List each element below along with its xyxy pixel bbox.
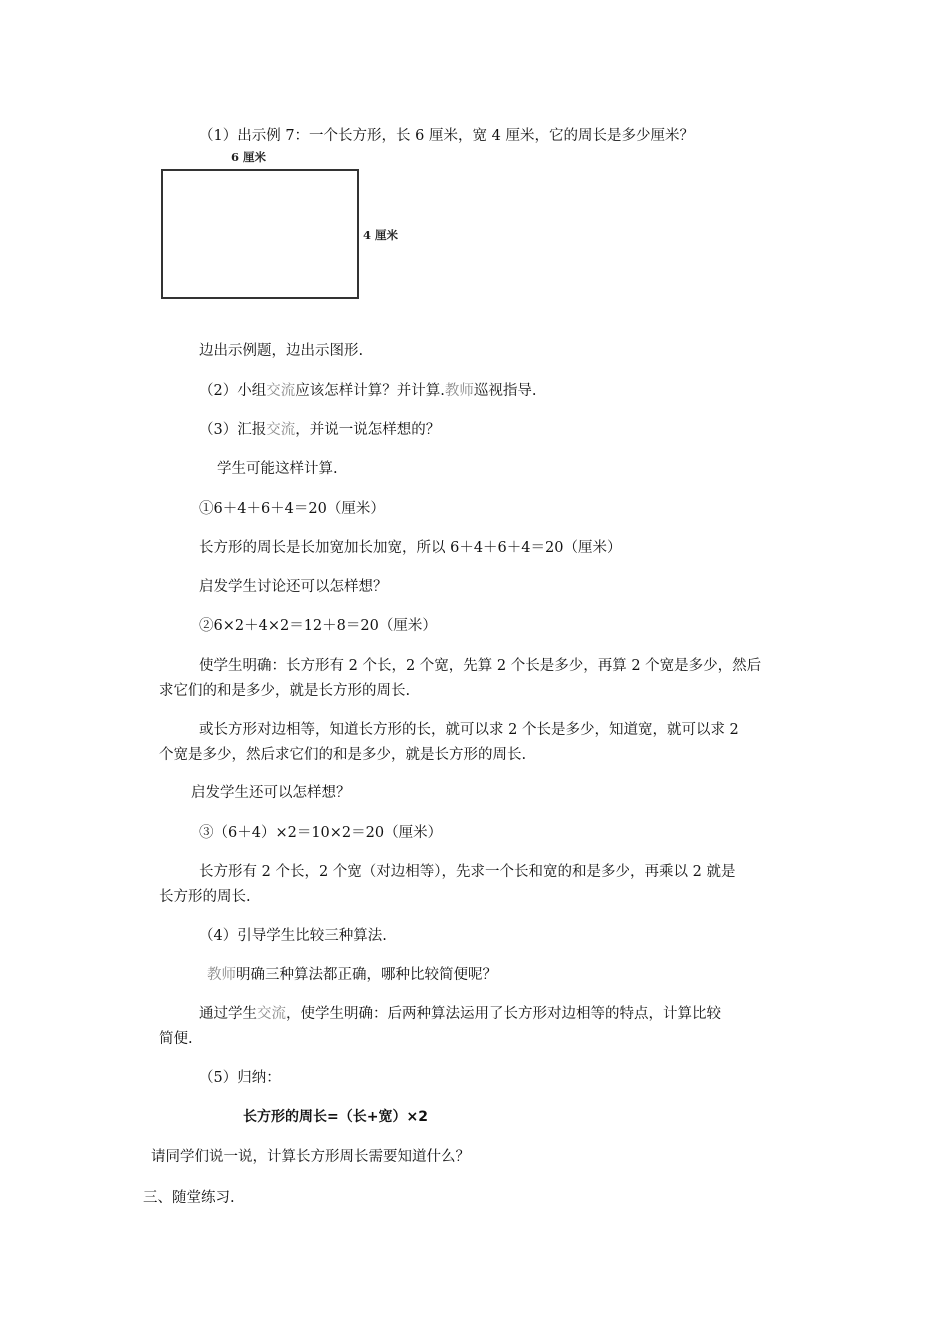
step-4: （4）引导学生比较三种算法.: [199, 928, 387, 944]
rectangle-shape: [161, 169, 359, 299]
summary-line-2: 简便.: [159, 1031, 193, 1047]
method-3-explain-line-2: 长方形的周长.: [159, 889, 251, 905]
teacher-question: [207, 965, 497, 985]
teacher-question-part-a: 教师: [207, 967, 236, 983]
length-label: 6 厘米: [231, 150, 267, 164]
perimeter-formula: 长方形的周长=（长+宽）×2: [243, 1109, 428, 1125]
clarify-2-line-2: 个宽是多少，然后求它们的和是多少，就是长方形的周长.: [159, 747, 527, 763]
summary-line-1: [199, 1004, 721, 1024]
summary-part-b: 交流: [257, 1006, 286, 1022]
step-2-part-b: 交流: [266, 383, 296, 399]
ask-students: 请同学们说一说，计算长方形周长需要知道什么？: [151, 1149, 470, 1165]
possible-note: 学生可能这样计算.: [217, 461, 338, 477]
step-3-part-c: ，并说一说怎样想的？: [295, 422, 441, 438]
step-3-part-b: 交流: [266, 422, 296, 438]
inspire-2: 启发学生还可以怎样想？: [191, 785, 351, 801]
step-2-part-d: 教师: [444, 383, 474, 399]
summary-part-c: ，使学生明确：后两种算法运用了长方形对边相等的特点，计算比较: [286, 1006, 721, 1022]
section-3-heading: 三、随堂练习.: [143, 1190, 235, 1206]
width-label: 4 厘米: [363, 228, 399, 242]
example-intro: （1）出示例 7：一个长方形，长 6 厘米，宽 4 厘米，它的周长是多少厘米？: [199, 128, 694, 144]
step-2-part-e: 巡视指导.: [473, 383, 537, 399]
clarify-2-line-1: 或长方形对边相等，知道长方形的长，就可以求 2 个长是多少，知道宽，就可以求 2: [199, 722, 739, 738]
method-3-explain-line-1: 长方形有 2 个长，2 个宽（对边相等），先求一个长和宽的和是多少，再乘以 2 就是: [199, 864, 736, 880]
inspire-1: 启发学生讨论还可以怎样想？: [199, 579, 388, 595]
method-1-explain: 长方形的周长是长加宽加长加宽，所以 6＋4＋6＋4＝20（厘米）: [199, 540, 622, 556]
step-3-part-a: （3）汇报: [199, 422, 267, 438]
method-1: ①6＋4＋6＋4＝20（厘米）: [199, 501, 385, 517]
method-2: ②6×2＋4×2＝12＋8＝20（厘米）: [199, 618, 437, 634]
step-2-part-a: （2）小组: [199, 383, 267, 399]
step-3: [199, 420, 440, 440]
clarify-1-line-1: 使学生明确：长方形有 2 个长，2 个宽，先算 2 个长是多少，再算 2 个宽是多少，然后: [199, 658, 762, 674]
method-3: ③（6＋4）×2＝10×2＝20（厘米）: [199, 825, 443, 841]
summary-part-a: 通过学生: [199, 1006, 257, 1022]
step-2: [199, 381, 536, 401]
step-2-part-c: 应该怎样计算？并计算.: [295, 383, 445, 399]
step-5: （5）归纳：: [199, 1070, 281, 1086]
clarify-1-line-2: 求它们的和是多少，就是长方形的周长.: [159, 683, 411, 699]
show-note: 边出示例题，边出示图形.: [199, 343, 364, 359]
teacher-question-part-b: 明确三种算法都正确，哪种比较简便呢？: [236, 967, 497, 983]
